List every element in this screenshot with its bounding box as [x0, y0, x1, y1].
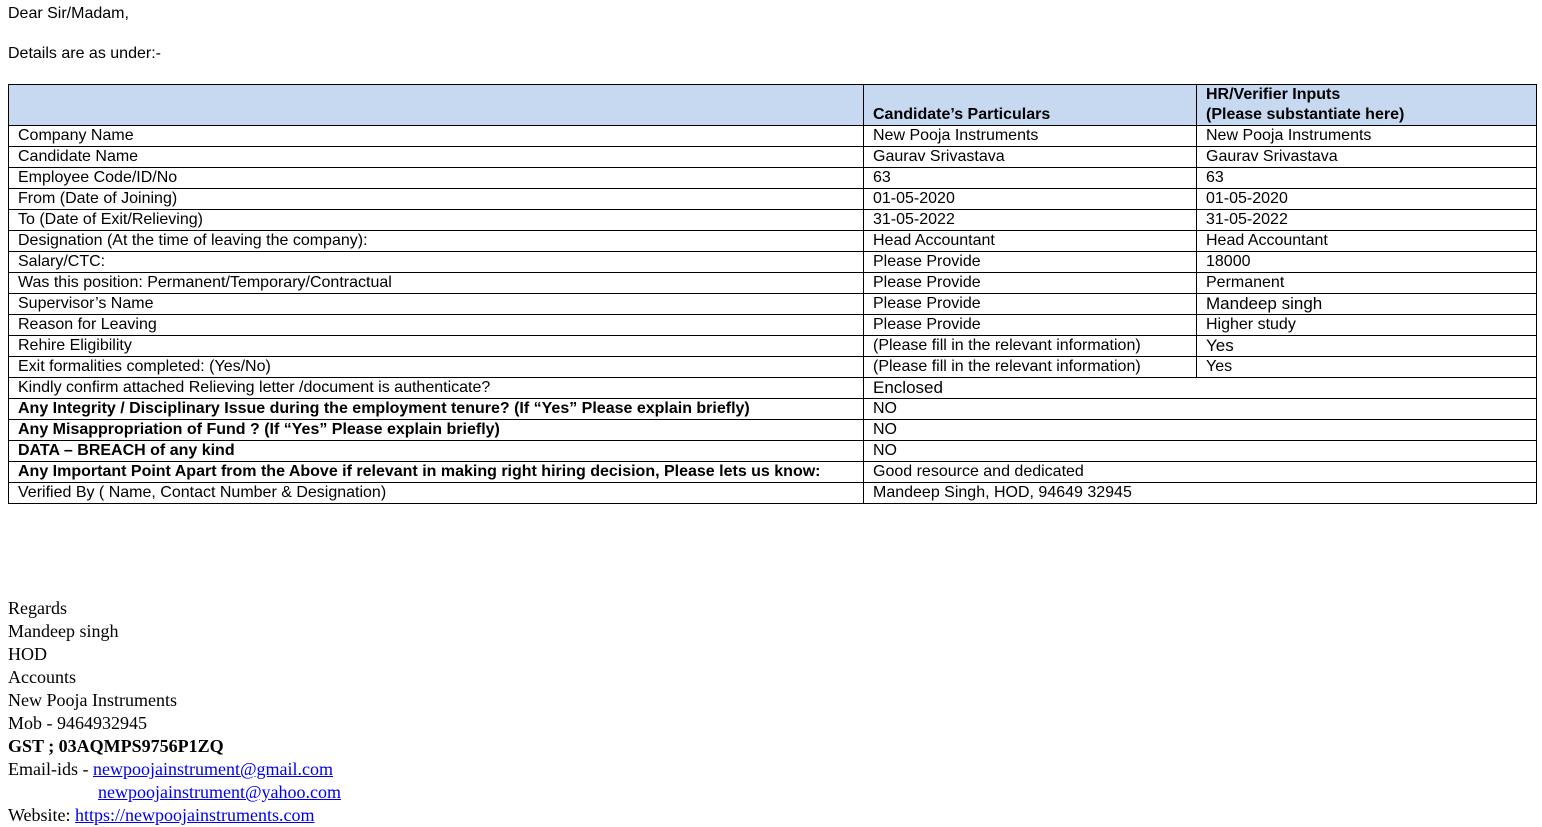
table-row-merged — [9, 462, 1537, 483]
candidate-value: 01-05-2020 — [864, 189, 1197, 210]
merged-value: NO — [864, 399, 1537, 420]
header-candidate-cell: Candidate’s Particulars — [864, 85, 1197, 126]
signature-company: New Pooja Instruments — [8, 690, 177, 710]
table-row — [9, 294, 1537, 315]
merged-value: NO — [864, 441, 1537, 462]
verification-table — [8, 84, 1537, 504]
row-label: Exit formalities completed: (Yes/No) — [9, 357, 864, 378]
candidate-value: Please Provide — [864, 294, 1197, 315]
table-row — [9, 231, 1537, 252]
candidate-value: (Please fill in the relevant information) — [864, 336, 1197, 357]
table-row-merged — [9, 399, 1537, 420]
website-link[interactable]: https://newpoojainstruments.com — [75, 805, 315, 825]
row-label: Any Misappropriation of Fund ? (If “Yes” Please explain briefly) — [9, 420, 864, 441]
header-verifier-line1: HR/Verifier Inputs — [1206, 86, 1341, 103]
table-row — [9, 252, 1537, 273]
row-label: DATA – BREACH of any kind — [9, 441, 864, 462]
verifier-value: 31-05-2022 — [1197, 210, 1537, 231]
table-row — [9, 189, 1537, 210]
table-row — [9, 126, 1537, 147]
greeting-line: Dear Sir/Madam, — [8, 5, 129, 22]
row-label: Any Integrity / Disciplinary Issue during the employment tenure? (If “Yes” Please explain briefly) — [9, 399, 864, 420]
verifier-value: New Pooja Instruments — [1197, 126, 1537, 147]
verifier-value: 18000 — [1197, 252, 1537, 273]
verifier-value: 01-05-2020 — [1197, 189, 1537, 210]
table-row — [9, 273, 1537, 294]
signature-email-row — [8, 758, 341, 781]
signature-website-row — [8, 804, 341, 827]
signature-name: Mandeep singh — [8, 621, 119, 641]
row-label: Supervisor’s Name — [9, 294, 864, 315]
email-signature — [8, 597, 341, 827]
row-label: Candidate Name — [9, 147, 864, 168]
table-row — [9, 210, 1537, 231]
header-verifier-line2: (Please substantiate here) — [1206, 106, 1405, 123]
verifier-value: Permanent — [1197, 273, 1537, 294]
candidate-value: Gaurav Srivastava — [864, 147, 1197, 168]
row-label: Designation (At the time of leaving the company): — [9, 231, 864, 252]
signature-regards: Regards — [8, 598, 67, 618]
table-row-merged — [9, 483, 1537, 504]
email-link-yahoo[interactable]: newpoojainstrument@yahoo.com — [98, 782, 342, 802]
table-row — [9, 315, 1537, 336]
row-label: Rehire Eligibility — [9, 336, 864, 357]
table-row — [9, 336, 1537, 357]
row-label: Reason for Leaving — [9, 315, 864, 336]
merged-value: Mandeep Singh, HOD, 94649 32945 — [864, 483, 1537, 504]
table-row-merged — [9, 441, 1537, 462]
header-label-cell — [9, 85, 864, 126]
row-label: From (Date of Joining) — [9, 189, 864, 210]
signature-title: HOD — [8, 644, 47, 664]
candidate-value: (Please fill in the relevant information) — [864, 357, 1197, 378]
intro-line: Details are as under:- — [8, 45, 161, 62]
candidate-value: Please Provide — [864, 273, 1197, 294]
merged-value: NO — [864, 420, 1537, 441]
verifier-value: Yes — [1197, 357, 1537, 378]
table-row — [9, 147, 1537, 168]
merged-value: Enclosed — [864, 378, 1537, 399]
row-label: Verified By ( Name, Contact Number & Designation) — [9, 483, 864, 504]
candidate-value: 31-05-2022 — [864, 210, 1197, 231]
verifier-value: Gaurav Srivastava — [1197, 147, 1537, 168]
row-label: Company Name — [9, 126, 864, 147]
header-verifier-cell — [1197, 85, 1537, 126]
table-header-row — [9, 85, 1537, 126]
email-link-gmail[interactable]: newpoojainstrument@gmail.com — [92, 759, 334, 779]
candidate-value: 63 — [864, 168, 1197, 189]
table-row — [9, 168, 1537, 189]
email-label: Email-ids - — [8, 759, 93, 779]
verifier-value: 63 — [1197, 168, 1537, 189]
row-label: Was this position: Permanent/Temporary/Contractual — [9, 273, 864, 294]
row-label: To (Date of Exit/Relieving) — [9, 210, 864, 231]
website-label: Website: — [8, 805, 76, 825]
verifier-value: Head Accountant — [1197, 231, 1537, 252]
table-row — [9, 357, 1537, 378]
row-label: Any Important Point Apart from the Above if relevant in making right hiring decision, Please lets us know: — [9, 462, 864, 483]
verifier-value: Higher study — [1197, 315, 1537, 336]
row-label: Employee Code/ID/No — [9, 168, 864, 189]
candidate-value: Please Provide — [864, 252, 1197, 273]
candidate-value: Please Provide — [864, 315, 1197, 336]
signature-gst: GST ; 03AQMPS9756P1ZQ — [8, 736, 224, 756]
candidate-value: Head Accountant — [864, 231, 1197, 252]
verifier-value: Yes — [1197, 336, 1537, 357]
verifier-value: Mandeep singh — [1197, 294, 1537, 315]
signature-mobile: Mob - 9464932945 — [8, 713, 147, 733]
signature-department: Accounts — [8, 667, 76, 687]
row-label: Salary/CTC: — [9, 252, 864, 273]
signature-email-row-2 — [8, 781, 341, 804]
table-row-merged — [9, 420, 1537, 441]
row-label: Kindly confirm attached Relieving letter /document is authenticate? — [9, 378, 864, 399]
table-row-merged — [9, 378, 1537, 399]
candidate-value: New Pooja Instruments — [864, 126, 1197, 147]
merged-value: Good resource and dedicated — [864, 462, 1537, 483]
